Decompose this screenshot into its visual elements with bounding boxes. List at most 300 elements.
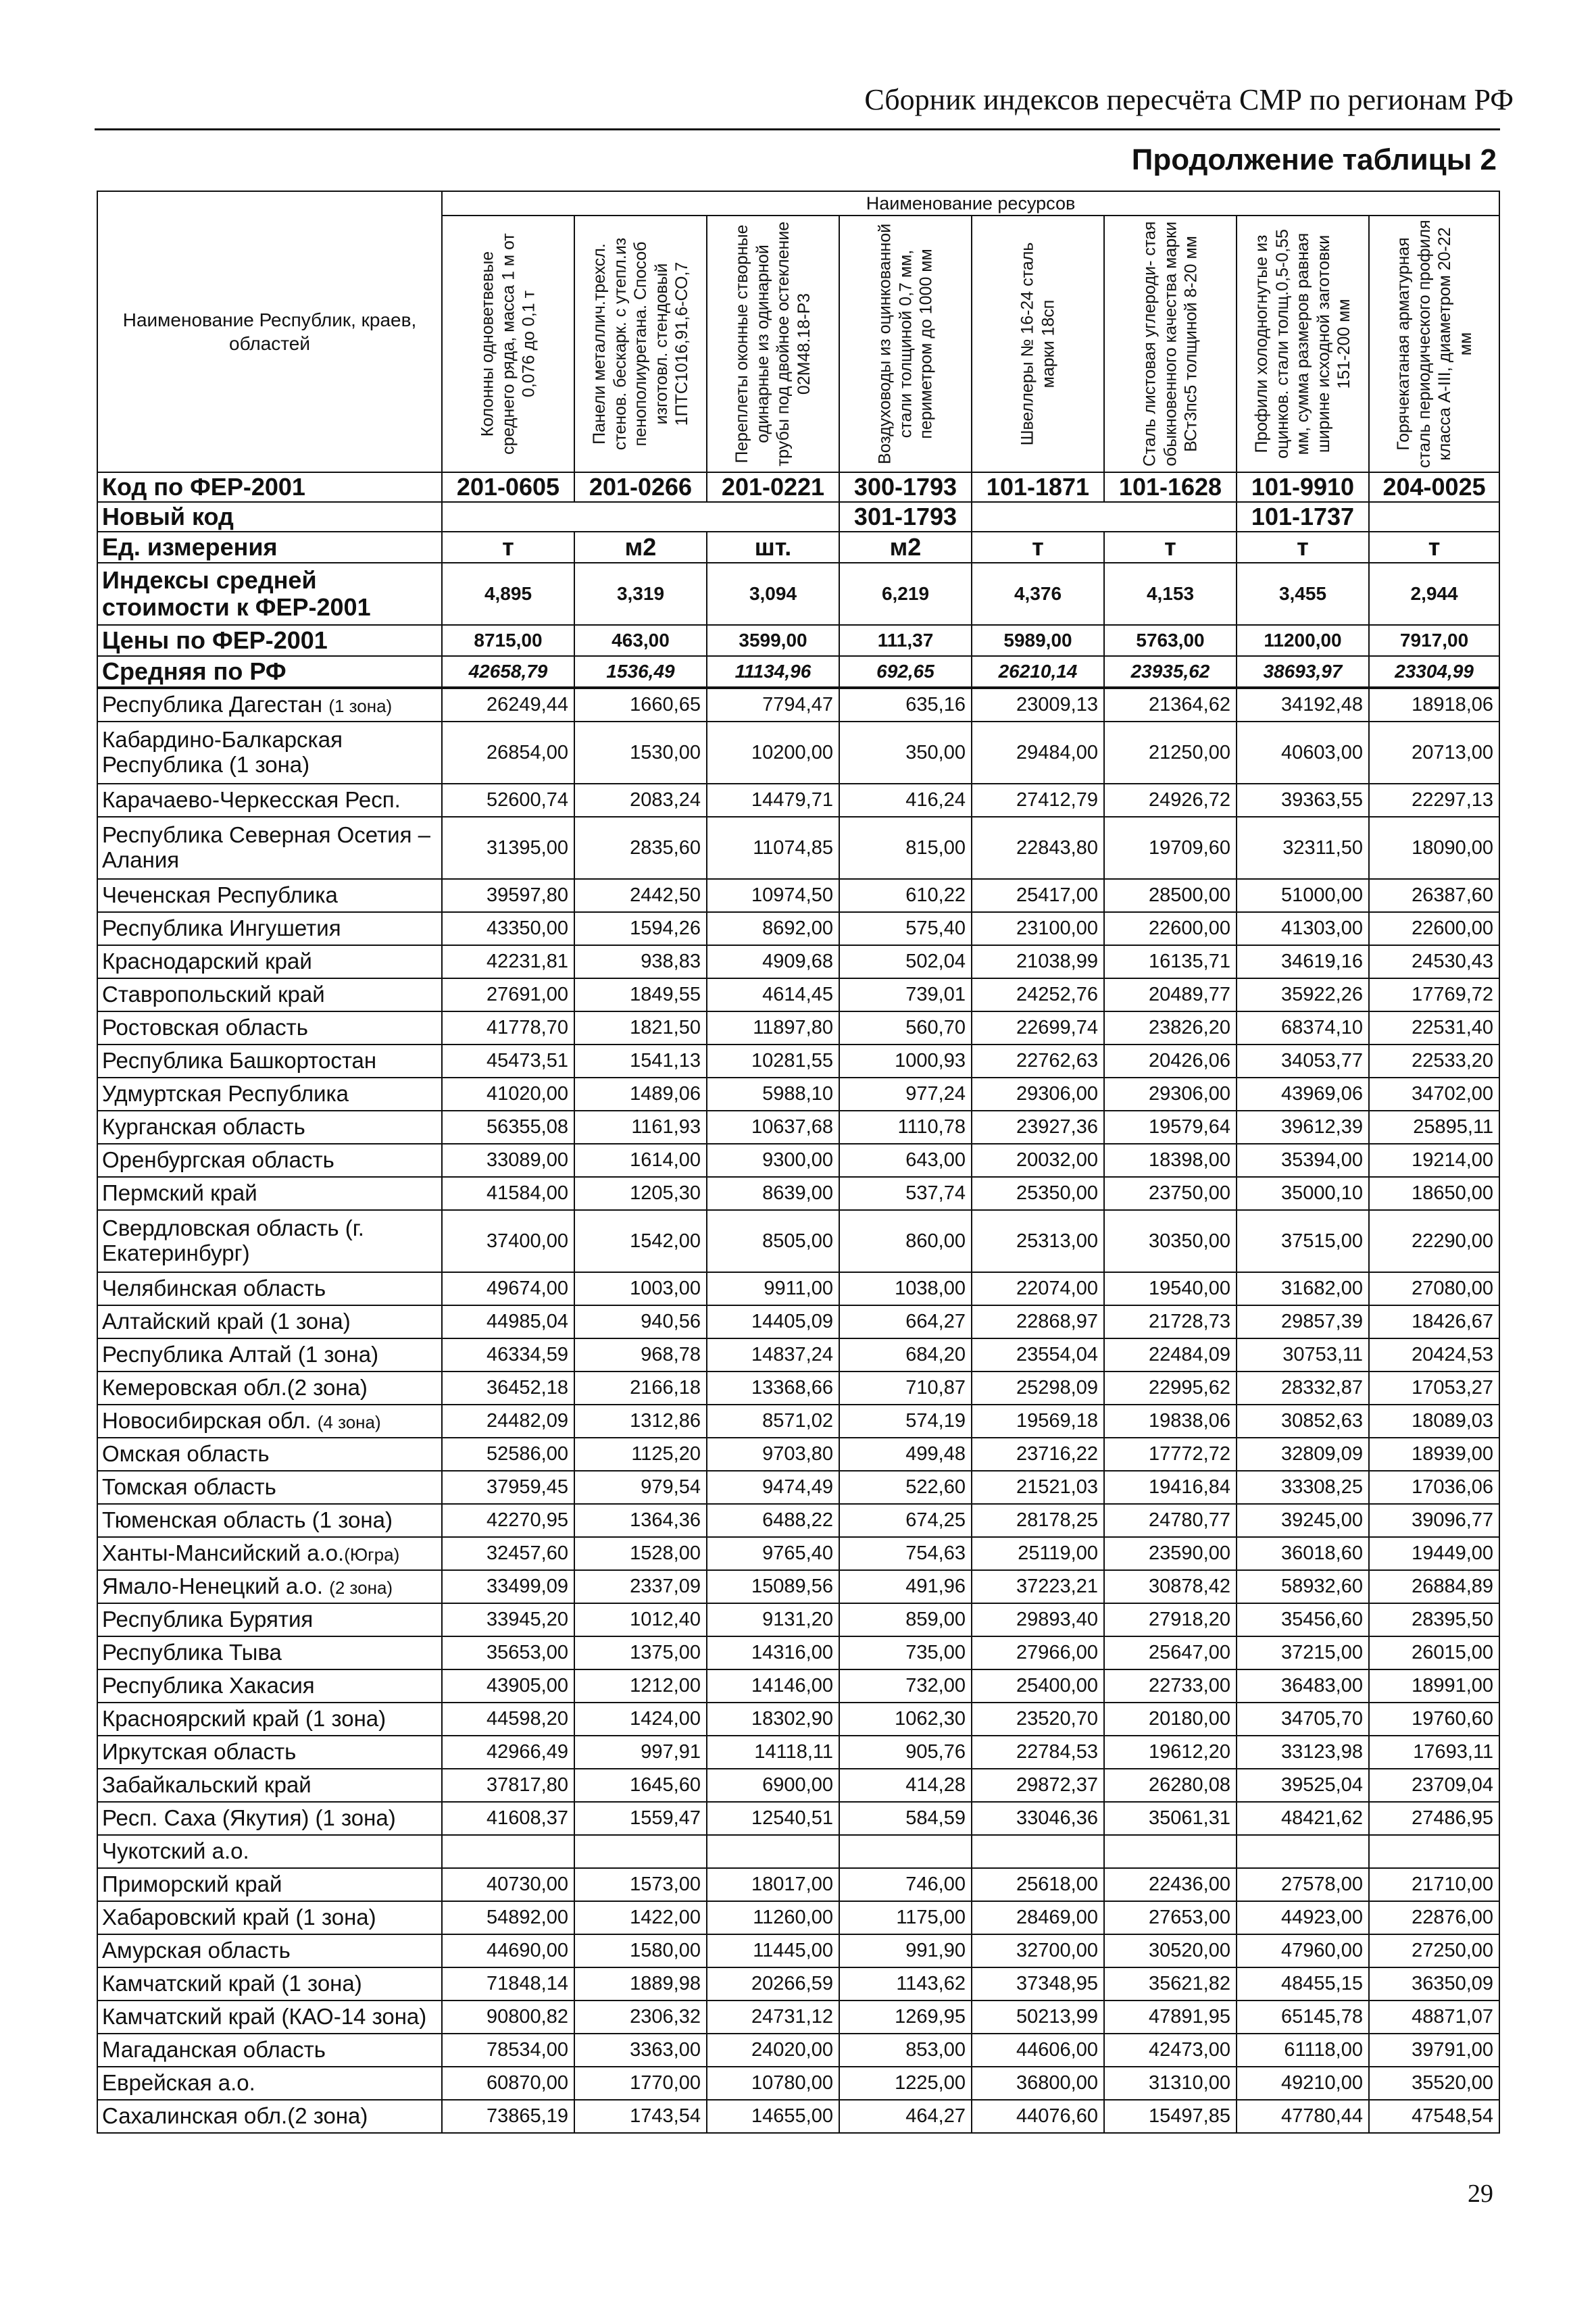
- region-name-cell: [97, 1272, 442, 1305]
- region-value-cell: 44690,00: [442, 1934, 574, 1967]
- region-name-cell: [97, 1177, 442, 1210]
- region-value-cell: 24252,76: [972, 978, 1104, 1011]
- region-value-cell: 29857,39: [1237, 1305, 1369, 1338]
- region-value-cell: 43905,00: [442, 1669, 574, 1703]
- region-value-cell: 575,40: [839, 912, 972, 945]
- region-value-cell: 28178,25: [972, 1504, 1104, 1537]
- prices-cell: 11200,00: [1237, 625, 1369, 656]
- region-value-cell: 1143,62: [839, 1967, 972, 2001]
- table-row: [97, 1835, 1499, 1868]
- table-row: [97, 1868, 1499, 1901]
- code-cell: 300-1793: [839, 472, 972, 502]
- unit-label: Ед. измерения: [97, 532, 442, 563]
- region-name-cell: [97, 1603, 442, 1636]
- region-value-cell: 1205,30: [574, 1177, 707, 1210]
- region-value-cell: 25895,11: [1369, 1111, 1499, 1144]
- region-value-cell: 23927,36: [972, 1111, 1104, 1144]
- region-name: Тюменская область (1 зона): [102, 1507, 393, 1533]
- prices-label: Цены по ФЕР-2001: [97, 625, 442, 656]
- region-value-cell: 34705,70: [1237, 1703, 1369, 1736]
- table-row: [97, 1703, 1499, 1736]
- region-value-cell: 44923,00: [1237, 1901, 1369, 1934]
- region-value-cell: 46334,59: [442, 1338, 574, 1372]
- table-row: [97, 1210, 1499, 1272]
- region-value-cell: 25313,00: [972, 1210, 1104, 1272]
- region-value-cell: 1038,00: [839, 1272, 972, 1305]
- region-value-cell: 36452,18: [442, 1372, 574, 1405]
- region-name-cell: [97, 1111, 442, 1144]
- region-value-cell: 28332,87: [1237, 1372, 1369, 1405]
- region-name-cell: [97, 1636, 442, 1669]
- table-row: [97, 1570, 1499, 1603]
- index-row: [97, 563, 1499, 625]
- table-row: [97, 1144, 1499, 1177]
- region-name-cell: [97, 2034, 442, 2067]
- index-cell: 4,895: [442, 563, 574, 625]
- region-value-cell: 36800,00: [972, 2067, 1104, 2100]
- region-value-cell: 710,87: [839, 1372, 972, 1405]
- region-name: Республика Северная Осетия – Алания: [102, 822, 430, 872]
- region-name-cell: [97, 1703, 442, 1736]
- region-value-cell: 502,04: [839, 945, 972, 978]
- resource-header: [839, 216, 972, 472]
- region-value-cell: 8571,02: [707, 1405, 839, 1438]
- region-value-cell: 991,90: [839, 1934, 972, 1967]
- new-code-cell: 101-1737: [1237, 502, 1369, 532]
- average-cell: 692,65: [839, 656, 972, 688]
- region-value-cell: 90800,82: [442, 2001, 574, 2034]
- running-title: Сборник индексов пересчёта СМР по регионам РФ: [864, 83, 1514, 116]
- region-value-cell: 414,28: [839, 1769, 972, 1802]
- region-value-cell: 905,76: [839, 1736, 972, 1769]
- index-cell: 2,944: [1369, 563, 1499, 625]
- region-value-cell: 584,59: [839, 1802, 972, 1835]
- region-value-cell: 39597,80: [442, 879, 574, 912]
- region-value-cell: 52600,74: [442, 784, 574, 817]
- unit-cell: шт.: [707, 532, 839, 563]
- region-value-cell: 20713,00: [1369, 722, 1499, 784]
- region-value-cell: 18650,00: [1369, 1177, 1499, 1210]
- region-value-cell: 27653,00: [1104, 1901, 1237, 1934]
- index-cell: 4,376: [972, 563, 1104, 625]
- region-value-cell: 22600,00: [1369, 912, 1499, 945]
- region-name: Новосибирская обл.: [102, 1408, 318, 1434]
- region-value-cell: 10200,00: [707, 722, 839, 784]
- average-row: [97, 656, 1499, 688]
- region-value-cell: 19579,64: [1104, 1111, 1237, 1144]
- region-value-cell: 44606,00: [972, 2034, 1104, 2067]
- region-value-cell: 2083,24: [574, 784, 707, 817]
- region-name-cell: [97, 2001, 442, 2034]
- region-value-cell: 9765,40: [707, 1537, 839, 1570]
- region-value-cell: 36350,09: [1369, 1967, 1499, 2001]
- region-value-cell: 29893,40: [972, 1603, 1104, 1636]
- resource-header: [442, 216, 574, 472]
- region-value-cell: 9300,00: [707, 1144, 839, 1177]
- region-value-cell: 47780,44: [1237, 2100, 1369, 2133]
- region-name: Краснодарский край: [102, 949, 312, 974]
- region-value-cell: 610,22: [839, 879, 972, 912]
- region-name: Республика Ингушетия: [102, 915, 341, 941]
- table-row: [97, 1338, 1499, 1372]
- region-value-cell: 9911,00: [707, 1272, 839, 1305]
- resource-header: [574, 216, 707, 472]
- region-value-cell: 1770,00: [574, 2067, 707, 2100]
- region-value-cell: 61118,00: [1237, 2034, 1369, 2067]
- region-value-cell: 14146,00: [707, 1669, 839, 1703]
- region-value-cell: 1743,54: [574, 2100, 707, 2133]
- region-name: Респ. Саха (Якутия) (1 зона): [102, 1805, 396, 1831]
- new-code-cell: 301-1793: [839, 502, 972, 532]
- region-value-cell: 664,27: [839, 1305, 972, 1338]
- region-value-cell: 26884,89: [1369, 1570, 1499, 1603]
- region-value-cell: 21728,73: [1104, 1305, 1237, 1338]
- region-value-cell: 26280,08: [1104, 1769, 1237, 1802]
- region-value-cell: 1614,00: [574, 1144, 707, 1177]
- region-value-cell: 860,00: [839, 1210, 972, 1272]
- region-value-cell: 22868,97: [972, 1305, 1104, 1338]
- region-name-cell: [97, 1901, 442, 1934]
- region-value-cell: 22074,00: [972, 1272, 1104, 1305]
- region-value-cell: 1161,93: [574, 1111, 707, 1144]
- region-value-cell: 22484,09: [1104, 1338, 1237, 1372]
- region-value-cell: 2306,32: [574, 2001, 707, 2034]
- table-row: [97, 1045, 1499, 1078]
- region-value-cell: 32457,60: [442, 1537, 574, 1570]
- region-value-cell: 20180,00: [1104, 1703, 1237, 1736]
- region-value-cell: 1062,30: [839, 1703, 972, 1736]
- region-value-cell: 19214,00: [1369, 1144, 1499, 1177]
- region-value-cell: 23554,04: [972, 1338, 1104, 1372]
- region-value-cell: 25350,00: [972, 1177, 1104, 1210]
- resource-header: [707, 216, 839, 472]
- region-value-cell: 22436,00: [1104, 1868, 1237, 1901]
- region-value-cell: 35520,00: [1369, 2067, 1499, 2100]
- region-name: Иркутская область: [102, 1739, 297, 1765]
- region-name-cell: [97, 1210, 442, 1272]
- region-value-cell: 37348,95: [972, 1967, 1104, 2001]
- code-cell: 101-9910: [1237, 472, 1369, 502]
- region-name-cell: [97, 879, 442, 912]
- resource-name: Воздуховоды из оцинкованной стали толщиной 0,7 мм, периметром до 1000 мм: [875, 223, 936, 465]
- region-name-cell: [97, 978, 442, 1011]
- region-value-cell: 1542,00: [574, 1210, 707, 1272]
- region-value-cell: 754,63: [839, 1537, 972, 1570]
- region-name: Амурская область: [102, 1938, 291, 1963]
- resource-name: Швеллеры № 16-24 сталь марки 18сп: [1018, 242, 1057, 446]
- prices-cell: 111,37: [839, 625, 972, 656]
- region-name: Приморский край: [102, 1871, 282, 1897]
- table-row: [97, 978, 1499, 1011]
- region-name: Забайкальский край: [102, 1772, 311, 1798]
- region-value-cell: 50213,99: [972, 2001, 1104, 2034]
- region-value-cell: 41778,70: [442, 1011, 574, 1045]
- region-value-cell: 39612,39: [1237, 1111, 1369, 1144]
- region-value-cell: 22784,53: [972, 1736, 1104, 1769]
- region-value-cell: 19540,00: [1104, 1272, 1237, 1305]
- region-name-cell: [97, 1669, 442, 1703]
- prices-cell: 5989,00: [972, 625, 1104, 656]
- region-value-cell: 19612,20: [1104, 1736, 1237, 1769]
- region-value-cell: [1237, 1835, 1369, 1868]
- region-name-cell: [97, 1078, 442, 1111]
- region-value-cell: 26387,60: [1369, 879, 1499, 912]
- region-name: Республика Хакасия: [102, 1673, 315, 1699]
- region-value-cell: 4909,68: [707, 945, 839, 978]
- region-name: Ямало-Ненецкий а.о.: [102, 1574, 330, 1599]
- region-value-cell: 674,25: [839, 1504, 972, 1537]
- region-name-cell: [97, 912, 442, 945]
- region-value-cell: 635,16: [839, 688, 972, 722]
- region-value-cell: 22733,00: [1104, 1669, 1237, 1703]
- region-value-cell: 25618,00: [972, 1868, 1104, 1901]
- region-value-cell: 42270,95: [442, 1504, 574, 1537]
- region-name: Курганская область: [102, 1114, 305, 1140]
- region-value-cell: 25647,00: [1104, 1636, 1237, 1669]
- index-cell: 3,094: [707, 563, 839, 625]
- table-row: [97, 1272, 1499, 1305]
- region-value-cell: 9474,49: [707, 1471, 839, 1504]
- region-name-cell: [97, 784, 442, 817]
- region-value-cell: 10780,00: [707, 2067, 839, 2100]
- region-value-cell: 34192,48: [1237, 688, 1369, 722]
- table-row: [97, 2100, 1499, 2133]
- region-value-cell: 2337,09: [574, 1570, 707, 1603]
- unit-row: [97, 532, 1499, 563]
- region-value-cell: 48421,62: [1237, 1802, 1369, 1835]
- region-value-cell: 73865,19: [442, 2100, 574, 2133]
- region-value-cell: 1000,93: [839, 1045, 972, 1078]
- region-value-cell: 2835,60: [574, 817, 707, 879]
- region-value-cell: 10637,68: [707, 1111, 839, 1144]
- region-value-cell: 464,27: [839, 2100, 972, 2133]
- region-value-cell: 37215,00: [1237, 1636, 1369, 1669]
- region-value-cell: 997,91: [574, 1736, 707, 1769]
- region-value-cell: 28500,00: [1104, 879, 1237, 912]
- region-value-cell: 35061,31: [1104, 1802, 1237, 1835]
- region-value-cell: 30852,63: [1237, 1405, 1369, 1438]
- region-value-cell: 643,00: [839, 1144, 972, 1177]
- region-value-cell: 1422,00: [574, 1901, 707, 1934]
- region-value-cell: 1889,98: [574, 1967, 707, 2001]
- region-value-cell: 3363,00: [574, 2034, 707, 2067]
- region-value-cell: 1225,00: [839, 2067, 972, 2100]
- region-zone-note: (2 зона): [329, 1578, 393, 1599]
- region-value-cell: 17769,72: [1369, 978, 1499, 1011]
- region-value-cell: 37959,45: [442, 1471, 574, 1504]
- region-value-cell: 21521,03: [972, 1471, 1104, 1504]
- resource-name: Колонны одноветвевые среднего ряда, масса 1 м от 0,076 до 0,1 т: [478, 233, 539, 455]
- region-name: Оренбургская область: [102, 1147, 334, 1173]
- region-value-cell: 815,00: [839, 817, 972, 879]
- region-value-cell: 27080,00: [1369, 1272, 1499, 1305]
- region-value-cell: 33089,00: [442, 1144, 574, 1177]
- table-row: [97, 1537, 1499, 1570]
- code-cell: 101-1871: [972, 472, 1104, 502]
- region-name: Томская область: [102, 1474, 276, 1500]
- region-value-cell: 30520,00: [1104, 1934, 1237, 1967]
- region-value-cell: 26015,00: [1369, 1636, 1499, 1669]
- prices-cell: 7917,00: [1369, 625, 1499, 656]
- region-name-cell: [97, 1011, 442, 1045]
- region-name-cell: [97, 1570, 442, 1603]
- region-value-cell: 19449,00: [1369, 1537, 1499, 1570]
- region-value-cell: 29484,00: [972, 722, 1104, 784]
- region-value-cell: 31682,00: [1237, 1272, 1369, 1305]
- region-value-cell: 54892,00: [442, 1901, 574, 1934]
- region-name: Свердловская область (г. Екатеринбург): [102, 1215, 364, 1265]
- region-value-cell: 4614,45: [707, 978, 839, 1011]
- region-value-cell: 18090,00: [1369, 817, 1499, 879]
- region-value-cell: 18426,67: [1369, 1305, 1499, 1338]
- region-value-cell: 940,56: [574, 1305, 707, 1338]
- region-value-cell: 56355,08: [442, 1111, 574, 1144]
- region-value-cell: 35456,60: [1237, 1603, 1369, 1636]
- region-value-cell: 39363,55: [1237, 784, 1369, 817]
- region-value-cell: 2166,18: [574, 1372, 707, 1405]
- table-meta-rows: [97, 472, 1499, 688]
- region-name: Республика Дагестан: [102, 692, 329, 718]
- region-value-cell: 20426,06: [1104, 1045, 1237, 1078]
- region-value-cell: [1104, 1835, 1237, 1868]
- region-value-cell: 33308,25: [1237, 1471, 1369, 1504]
- price-index-table: [97, 191, 1500, 2134]
- region-value-cell: [972, 1835, 1104, 1868]
- region-value-cell: 18089,03: [1369, 1405, 1499, 1438]
- region-value-cell: 47548,54: [1369, 2100, 1499, 2133]
- region-value-cell: 1489,06: [574, 1078, 707, 1111]
- region-name: Чеченская Республика: [102, 882, 338, 908]
- region-value-cell: 27918,20: [1104, 1603, 1237, 1636]
- region-name: Чукотский а.о.: [102, 1838, 249, 1864]
- region-value-cell: 537,74: [839, 1177, 972, 1210]
- table-row: [97, 1504, 1499, 1537]
- region-value-cell: 1212,00: [574, 1669, 707, 1703]
- region-name-cell: [97, 1504, 442, 1537]
- new-code-cell: [442, 502, 839, 532]
- region-name-cell: [97, 1438, 442, 1471]
- table-row: [97, 1177, 1499, 1210]
- region-zone-note: (Югра): [344, 1544, 400, 1565]
- region-value-cell: 39525,04: [1237, 1769, 1369, 1802]
- region-value-cell: 25119,00: [972, 1537, 1104, 1570]
- region-value-cell: 11445,00: [707, 1934, 839, 1967]
- region-value-cell: 58932,60: [1237, 1570, 1369, 1603]
- region-value-cell: 17772,72: [1104, 1438, 1237, 1471]
- region-value-cell: 37515,00: [1237, 1210, 1369, 1272]
- code-label: Код по ФЕР-2001: [97, 472, 442, 502]
- region-value-cell: 1125,20: [574, 1438, 707, 1471]
- table-row: [97, 722, 1499, 784]
- region-name-cell: [97, 817, 442, 879]
- region-value-cell: 18398,00: [1104, 1144, 1237, 1177]
- region-value-cell: 22762,63: [972, 1045, 1104, 1078]
- region-value-cell: 8505,00: [707, 1210, 839, 1272]
- region-value-cell: 1541,13: [574, 1045, 707, 1078]
- region-value-cell: 27966,00: [972, 1636, 1104, 1669]
- region-value-cell: 1645,60: [574, 1769, 707, 1802]
- region-name: Челябинская область: [102, 1276, 326, 1301]
- region-value-cell: 11260,00: [707, 1901, 839, 1934]
- region-value-cell: 14316,00: [707, 1636, 839, 1669]
- resource-name: Переплеты оконные створные одинарные из одинарной трубы под двойное остекление 02М48.18-Р3: [732, 221, 814, 467]
- region-zone-note: (1 зона): [328, 696, 393, 717]
- region-value-cell: 6488,22: [707, 1504, 839, 1537]
- region-value-cell: 938,83: [574, 945, 707, 978]
- region-name: Карачаево-Черкесская Респ.: [102, 787, 401, 813]
- region-value-cell: 22533,20: [1369, 1045, 1499, 1078]
- region-value-cell: 35394,00: [1237, 1144, 1369, 1177]
- region-value-cell: 1175,00: [839, 1901, 972, 1934]
- region-value-cell: 24020,00: [707, 2034, 839, 2067]
- unit-cell: т: [972, 532, 1104, 563]
- region-value-cell: 19416,84: [1104, 1471, 1237, 1504]
- new-code-label: Новый код: [97, 502, 442, 532]
- table-row: [97, 945, 1499, 978]
- region-value-cell: 12540,51: [707, 1802, 839, 1835]
- region-value-cell: 9703,80: [707, 1438, 839, 1471]
- region-value-cell: 23709,04: [1369, 1769, 1499, 1802]
- resource-name: Профили холодногнутые из оцинков. стали толщ.0,5-0,55 мм, сумма размеров равная ширине исходной заготовки 151-200 мм: [1251, 229, 1353, 459]
- region-value-cell: 37817,80: [442, 1769, 574, 1802]
- region-value-cell: 684,20: [839, 1338, 972, 1372]
- region-name-cell: [97, 1338, 442, 1372]
- table-region-rows: [97, 688, 1499, 2133]
- region-value-cell: 19709,60: [1104, 817, 1237, 879]
- prices-cell: 8715,00: [442, 625, 574, 656]
- table-row: [97, 1011, 1499, 1045]
- region-value-cell: 40730,00: [442, 1868, 574, 1901]
- table-row: [97, 1669, 1499, 1703]
- region-name-cell: [97, 1769, 442, 1802]
- average-label: Средняя по РФ: [97, 656, 442, 688]
- region-value-cell: 27250,00: [1369, 1934, 1499, 1967]
- region-value-cell: 71848,14: [442, 1967, 574, 2001]
- region-value-cell: 350,00: [839, 722, 972, 784]
- region-name-cell: [97, 1835, 442, 1868]
- region-value-cell: 19838,06: [1104, 1405, 1237, 1438]
- region-value-cell: 48871,07: [1369, 2001, 1499, 2034]
- table-row: [97, 817, 1499, 879]
- region-value-cell: 1849,55: [574, 978, 707, 1011]
- region-value-cell: 41584,00: [442, 1177, 574, 1210]
- region-value-cell: 18918,06: [1369, 688, 1499, 722]
- region-name: Республика Бурятия: [102, 1607, 314, 1632]
- region-name: Пермский край: [102, 1180, 257, 1206]
- region-value-cell: 22297,13: [1369, 784, 1499, 817]
- code-cell: 201-0605: [442, 472, 574, 502]
- region-name-cell: [97, 1802, 442, 1835]
- region-value-cell: 8692,00: [707, 912, 839, 945]
- region-value-cell: 979,54: [574, 1471, 707, 1504]
- table-row: [97, 1405, 1499, 1438]
- region-value-cell: 30878,42: [1104, 1570, 1237, 1603]
- region-value-cell: 746,00: [839, 1868, 972, 1901]
- header-rule: [95, 128, 1500, 130]
- region-value-cell: 47891,95: [1104, 2001, 1237, 2034]
- region-value-cell: 1580,00: [574, 1934, 707, 1967]
- region-value-cell: 31395,00: [442, 817, 574, 879]
- region-value-cell: 1269,95: [839, 2001, 972, 2034]
- unit-cell: т: [442, 532, 574, 563]
- average-cell: 38693,97: [1237, 656, 1369, 688]
- new-code-row: [97, 502, 1499, 532]
- region-value-cell: 32311,50: [1237, 817, 1369, 879]
- region-value-cell: 36018,60: [1237, 1537, 1369, 1570]
- region-name-cell: [97, 688, 442, 722]
- region-name-cell: [97, 1045, 442, 1078]
- region-name-cell: [97, 2067, 442, 2100]
